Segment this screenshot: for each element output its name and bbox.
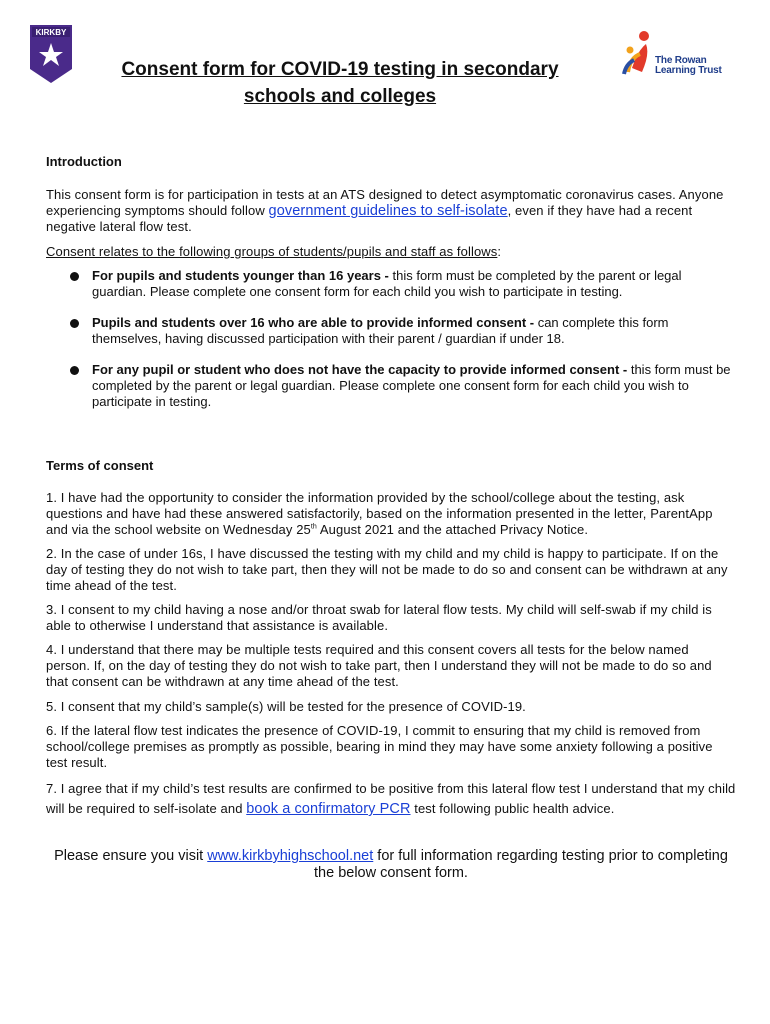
term-2: 2. In the case of under 16s, I have discussed the testing with my child and my child is happy to participate. If on the day of testing they do not wish to take part, then they will not be made to do so and consent can be withdrawn at any time ahead of the test.	[46, 546, 728, 593]
bullet-dot-icon	[70, 366, 79, 375]
bullet-text: can complete this form themselves, having discussed participation with their parent / guardian if under 18.	[92, 315, 669, 346]
closing-text-b: for full information regarding testing prior to completing the below consent form.	[314, 848, 728, 881]
term-1-text-b: August 2021 and the attached Privacy Notice.	[316, 522, 589, 537]
terms-heading: Terms of consent	[46, 458, 154, 473]
rowan-logo-line1: The Rowan	[655, 55, 707, 66]
bullet-bold: Pupils and students over 16 who are able to provide informed consent -	[92, 315, 538, 330]
rowan-logo-text	[655, 56, 722, 76]
intro-text-b: , even if they have had a recent negative lateral flow test.	[46, 203, 693, 234]
bullet-item	[70, 315, 738, 347]
term-1-text-a: 1. I have had the opportunity to consider the information provided by the school/college about the testing, ask questions and have had these answered satisfactorily, based on the information presented in the letter, ParentApp and via the school website on Wednesday 25	[46, 490, 713, 537]
groups-lead-colon: :	[497, 244, 502, 259]
groups-lead-text: Consent relates to the following groups of students/pupils and staff as follows	[46, 244, 498, 259]
rowan-logo-line2: Learning Trust	[655, 65, 722, 76]
term-5: 5. I consent that my child’s sample(s) will be tested for the presence of COVID-19.	[46, 699, 526, 714]
title-line-1: Consent form for COVID-19 testing in secondary	[121, 59, 559, 80]
term-4: 4. I understand that there may be multiple tests required and this consent covers all tests for the below named person. If, on the day of testing they do not wish to take part, then I understand they will not be made to do so and that consent can be withdrawn at any time ahead of the test.	[46, 642, 712, 689]
term-6: 6. If the lateral flow test indicates the presence of COVID-19, I commit to ensuring that my child is removed from school/college premises as promptly as possible, bearing in mind they may have some anxiety following a positive test result.	[46, 723, 713, 770]
title-line-2: schools and colleges	[243, 86, 437, 107]
introduction-heading: Introduction	[46, 154, 122, 169]
intro-paragraph	[46, 187, 736, 235]
pcr-link[interactable]: book a confirmatory PCR	[246, 801, 411, 817]
term-1	[46, 490, 736, 538]
term-7-text-b: test following public health advice.	[410, 801, 615, 816]
closing-text-a: Please ensure you visit	[54, 848, 208, 864]
kirkby-logo	[30, 25, 72, 83]
bullet-bold: For any pupil or student who does not have the capacity to provide informed consent -	[92, 362, 631, 377]
term-7	[46, 779, 736, 819]
term-1-sup: th	[310, 523, 317, 531]
bullet-text: this form must be completed by the parent or legal guardian. Please complete one consent form for each child you wish to participate in testing.	[92, 362, 731, 409]
bullet-item	[70, 362, 738, 410]
bullet-dot-icon	[70, 319, 79, 328]
school-website-link[interactable]: www.kirkbyhighschool.net	[207, 848, 374, 864]
kirkby-logo-text: KIRKBY	[35, 28, 67, 37]
page-title	[100, 56, 580, 110]
bullet-text: this form must be completed by the parent or legal guardian. Please complete one consent form for each child you wish to participate in testing.	[92, 268, 682, 299]
term-7-text-a: 7. I agree that if my child’s test results are confirmed to be positive from this lateral flow test I understand that my child will be required to self-isolate and	[46, 781, 736, 816]
self-isolate-link[interactable]: government guidelines to self-isolate	[268, 203, 508, 219]
intro-text-a: This consent form is for participation in tests at an ATS designed to detect asymptomatic coronavirus cases. Anyone experiencing symptoms should follow	[46, 187, 724, 218]
closing-note	[46, 848, 736, 882]
term-3: 3. I consent to my child having a nose and/or throat swab for lateral flow tests. My child will self-swab if my child is able to otherwise I understand that assistance is available.	[46, 602, 712, 633]
bullet-bold: For pupils and students younger than 16 years -	[92, 268, 393, 283]
groups-lead	[46, 244, 736, 260]
bullet-dot-icon	[70, 272, 79, 281]
bullet-item	[70, 268, 738, 300]
